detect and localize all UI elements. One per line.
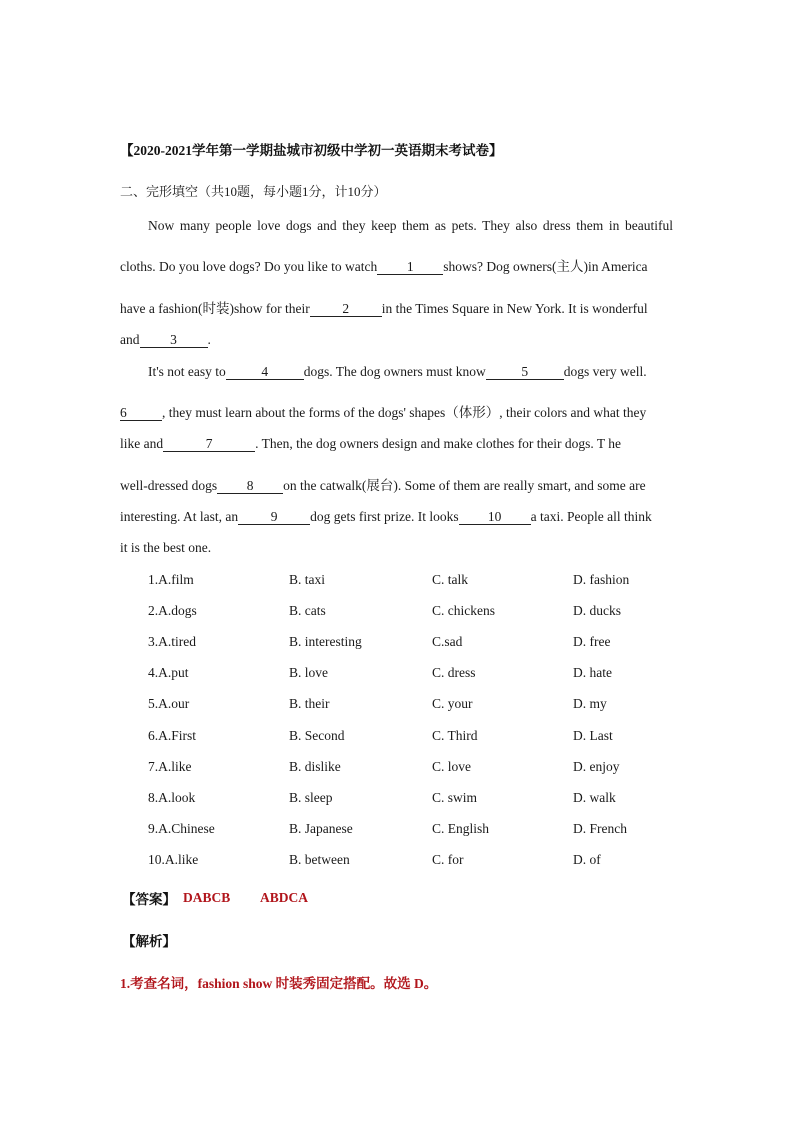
passage-text: interesting. At last, an xyxy=(120,509,239,524)
passage-text: in the Times Square in New York. It is wonderful xyxy=(381,301,648,316)
passage-text: a taxi. People all think xyxy=(530,509,652,524)
option-c: C. chickens xyxy=(432,603,495,618)
explanation-1: 1.考查名词，fashion show 时装秀固定搭配。故选 D。 xyxy=(120,976,438,991)
option-b: B. dislike xyxy=(289,759,341,774)
option-c: C. talk xyxy=(432,572,468,587)
option-d: D. enjoy xyxy=(573,759,620,774)
option-a: 8.A.look xyxy=(148,790,196,805)
passage-line xyxy=(148,218,673,234)
option-b: B. their xyxy=(289,696,330,711)
option-c: C. your xyxy=(432,696,473,711)
blank-2: 2 xyxy=(310,302,382,317)
option-b: B. Japanese xyxy=(289,821,353,836)
blank-8: 8 xyxy=(217,479,283,494)
passage-text: dogs. The dog owners must know xyxy=(303,364,486,379)
answer-label: 【答案】 xyxy=(122,892,176,907)
passage-line xyxy=(148,364,673,380)
blank-7: 7 xyxy=(163,437,255,452)
option-c: C.sad xyxy=(432,634,463,649)
blank-4: 4 xyxy=(226,365,304,380)
passage-line xyxy=(120,474,673,494)
option-d: D. my xyxy=(573,696,607,711)
option-d: D. walk xyxy=(573,790,616,805)
passage-text: on the catwalk(展台). Some of them are really smart, and some are xyxy=(283,478,646,493)
option-a: 7.A.like xyxy=(148,759,192,774)
option-d: D. ducks xyxy=(573,603,621,618)
passage-text: It's not easy to xyxy=(148,364,226,379)
passage-text: have a fashion(时装)show for their xyxy=(120,301,310,316)
option-b: B. Second xyxy=(289,728,345,743)
passage-text: Now many people love dogs and they keep them as pets. They also dress them in beautiful xyxy=(148,218,673,233)
option-d: D. of xyxy=(573,852,601,867)
blank-6: 6 xyxy=(120,406,162,421)
option-d: D. French xyxy=(573,821,627,836)
passage-text: shows? Dog owners(主人)in America xyxy=(443,259,648,274)
option-c: C. English xyxy=(432,821,490,836)
section-heading: 二、完形填空（共10题，每小题1分，计10分） xyxy=(120,184,387,199)
passage-line xyxy=(120,540,673,556)
option-b: B. between xyxy=(289,852,350,867)
answer-key-part2: ABDCA xyxy=(260,890,309,905)
passage-text: cloths. Do you love dogs? Do you like to watch xyxy=(120,259,378,274)
option-a: 3.A.tired xyxy=(148,634,196,649)
passage-text: and xyxy=(120,332,140,347)
option-b: B. sleep xyxy=(289,790,333,805)
option-a: 6.A.First xyxy=(148,728,197,743)
passage-line xyxy=(120,297,673,317)
passage-line xyxy=(120,436,673,452)
option-b: B. love xyxy=(289,665,328,680)
passage-line xyxy=(120,401,673,421)
analysis-label: 【解析】 xyxy=(122,934,176,949)
blank-1: 1 xyxy=(377,260,443,275)
passage-text: dog gets first prize. It looks xyxy=(310,509,459,524)
passage-text: it is the best one. xyxy=(120,540,212,555)
blank-5: 5 xyxy=(486,365,564,380)
option-b: B. interesting xyxy=(289,634,362,649)
passage-text: dogs very well. xyxy=(563,364,647,379)
passage-text: , they must learn about the forms of the dogs' shapes（体形）, their colors and what they xyxy=(162,405,647,420)
option-c: C. swim xyxy=(432,790,478,805)
passage-text: . Then, the dog owners design and make clothes for their dogs. T he xyxy=(255,436,622,451)
blank-3: 3 xyxy=(140,333,208,348)
option-a: 9.A.Chinese xyxy=(148,821,215,836)
blank-9: 9 xyxy=(238,510,310,525)
answer-key-part1: DABCB xyxy=(183,890,231,905)
passage-line xyxy=(120,255,673,275)
option-c: C. for xyxy=(432,852,464,867)
option-c: C. love xyxy=(432,759,471,774)
option-a: 4.A.put xyxy=(148,665,189,680)
passage-line xyxy=(120,509,673,525)
option-d: D. hate xyxy=(573,665,612,680)
option-a: 5.A.our xyxy=(148,696,190,711)
option-b: B. cats xyxy=(289,603,326,618)
passage-text: . xyxy=(207,332,211,347)
option-a: 10.A.like xyxy=(148,852,199,867)
option-b: B. taxi xyxy=(289,572,325,587)
option-c: C. Third xyxy=(432,728,478,743)
option-c: C. dress xyxy=(432,665,476,680)
exam-title: 【2020-2021学年第一学期盐城市初级中学初一英语期末考试卷】 xyxy=(120,143,503,158)
option-d: D. fashion xyxy=(573,572,630,587)
option-a: 1.A.film xyxy=(148,572,194,587)
blank-10: 10 xyxy=(459,510,531,525)
option-d: D. Last xyxy=(573,728,613,743)
passage-text: well-dressed dogs xyxy=(120,478,218,493)
option-d: D. free xyxy=(573,634,611,649)
passage-text: like and xyxy=(120,436,164,451)
option-a: 2.A.dogs xyxy=(148,603,197,618)
passage-line xyxy=(120,332,673,348)
